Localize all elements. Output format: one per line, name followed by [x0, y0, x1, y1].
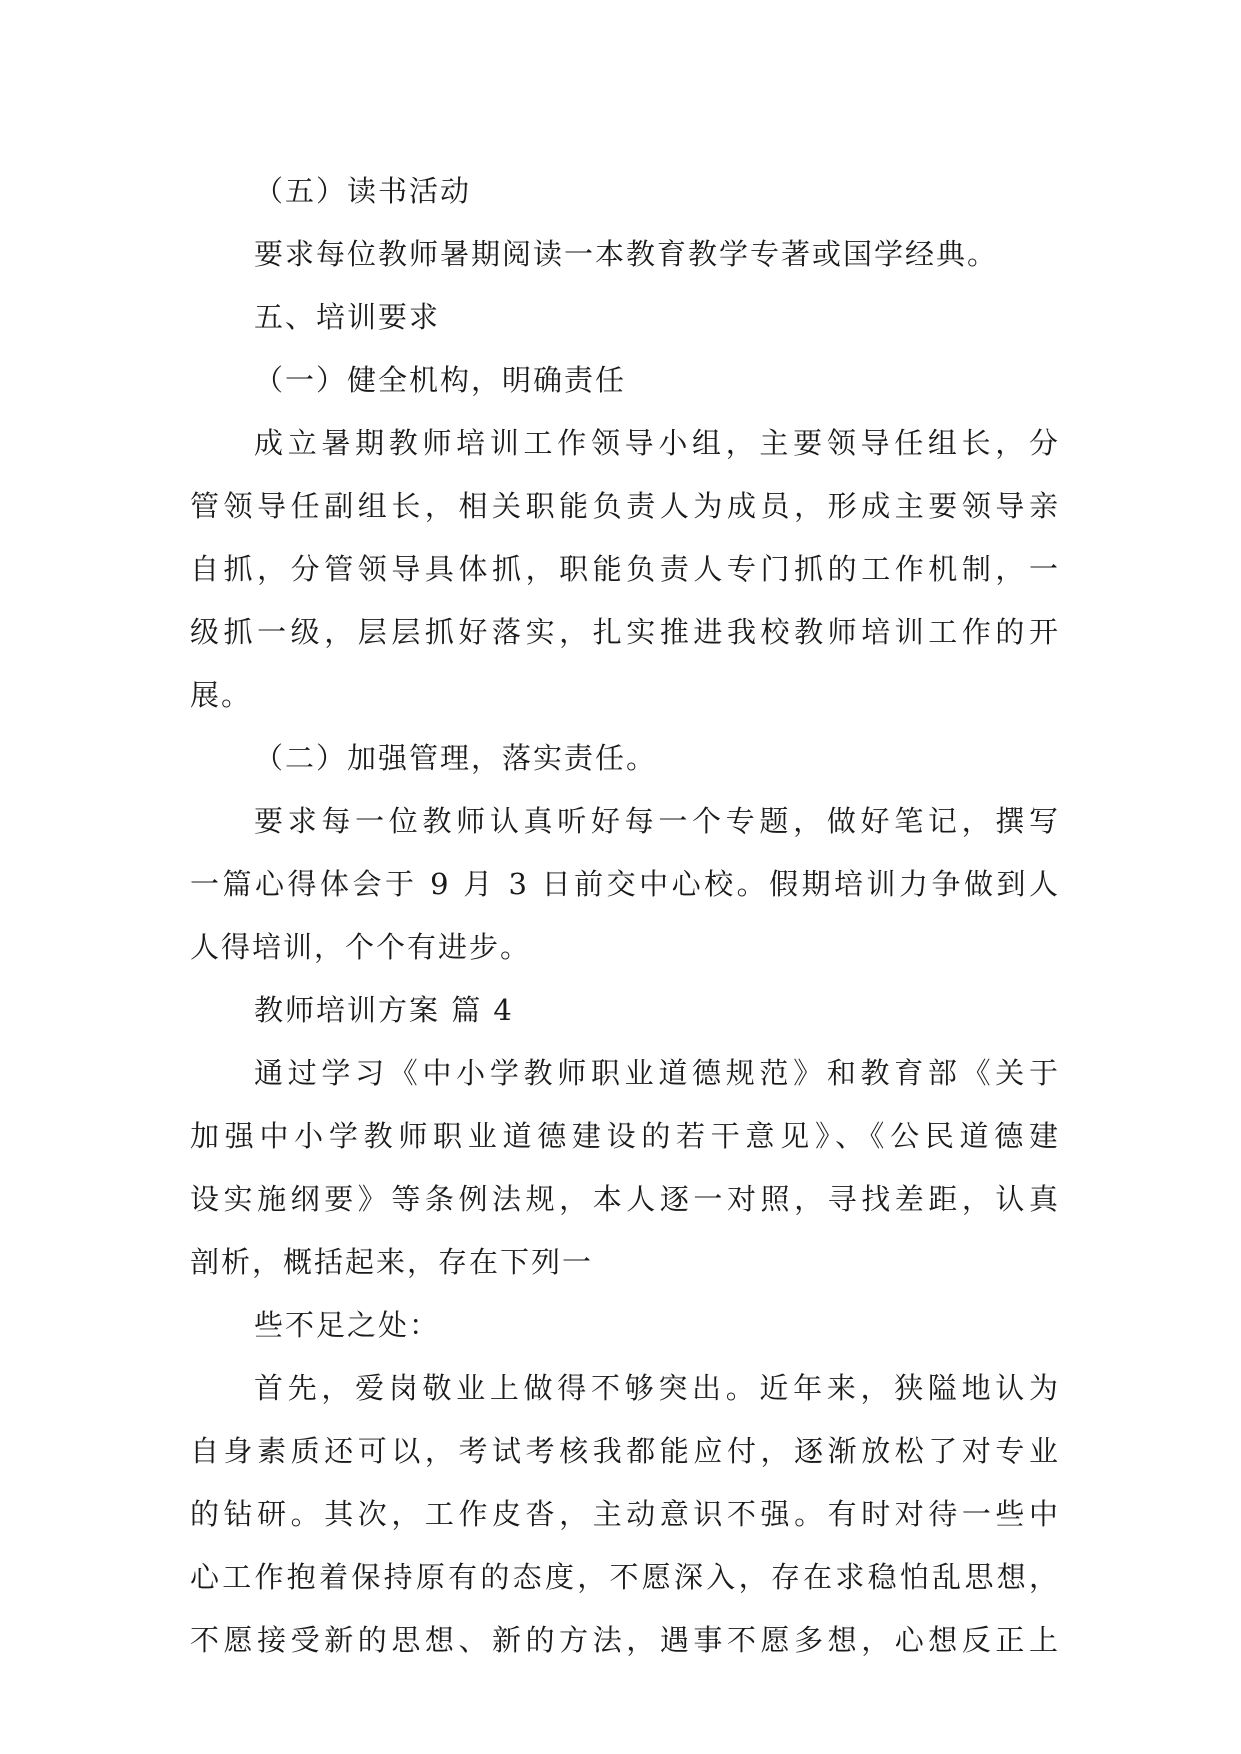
- paragraph-line: 不愿接受新的思想、新的方法，遇事不愿多想，心想反正上: [190, 1623, 1060, 1657]
- document-body: [190, 160, 1060, 1672]
- paragraph-line: 展。: [190, 678, 253, 712]
- paragraph-line: 自抓，分管领导具体抓，职能负责人专门抓的工作机制，一: [190, 552, 1060, 586]
- paragraph-line: 成立暑期教师培训工作领导小组，主要领导任组长，分: [254, 426, 1060, 460]
- paragraph-line: 心工作抱着保持原有的态度，不愿深入，存在求稳怕乱思想，: [190, 1560, 1060, 1594]
- paragraph-line: 要求每位教师暑期阅读一本教育教学专著或国学经典。: [254, 237, 999, 271]
- paragraph-line: 人得培训，个个有进步。: [190, 930, 532, 964]
- paragraph-line: 首先，爱岗敬业上做得不够突出。近年来，狭隘地认为: [254, 1371, 1060, 1405]
- section-heading: （一）健全机构，明确责任: [254, 363, 627, 397]
- section-heading: （五）读书活动: [254, 174, 472, 208]
- paragraph-line: 些不足之处：: [254, 1308, 441, 1342]
- paragraph-line: 要求每一位教师认真听好每一个专题，做好笔记，撰写: [254, 804, 1060, 838]
- paragraph-line: 级抓一级，层层抓好落实，扎实推进我校教师培训工作的开: [190, 615, 1060, 649]
- paragraph-line: 的钻研。其次，工作皮沓，主动意识不强。有时对待一些中: [190, 1497, 1060, 1531]
- paragraph-line: 设实施纲要》等条例法规，本人逐一对照，寻找差距，认真: [190, 1182, 1060, 1216]
- section-heading: 五、培训要求: [254, 300, 441, 334]
- article-title: 教师培训方案 篇 4: [254, 993, 514, 1027]
- paragraph-line: 管领导任副组长，相关职能负责人为成员，形成主要领导亲: [190, 489, 1060, 523]
- paragraph-line: 剖析，概括起来，存在下列一: [190, 1245, 594, 1279]
- paragraph-line: 加强中小学教师职业道德建设的若干意见》、《公民道德建: [190, 1119, 1060, 1153]
- paragraph-line: 一篇心得体会于 9 月 3 日前交中心校。假期培训力争做到人: [190, 867, 1060, 901]
- paragraph-line: 通过学习《中小学教师职业道德规范》和教育部《关于: [254, 1056, 1060, 1090]
- section-heading: （二）加强管理，落实责任。: [254, 741, 658, 775]
- paragraph-line: 自身素质还可以，考试考核我都能应付，逐渐放松了对专业: [190, 1434, 1060, 1468]
